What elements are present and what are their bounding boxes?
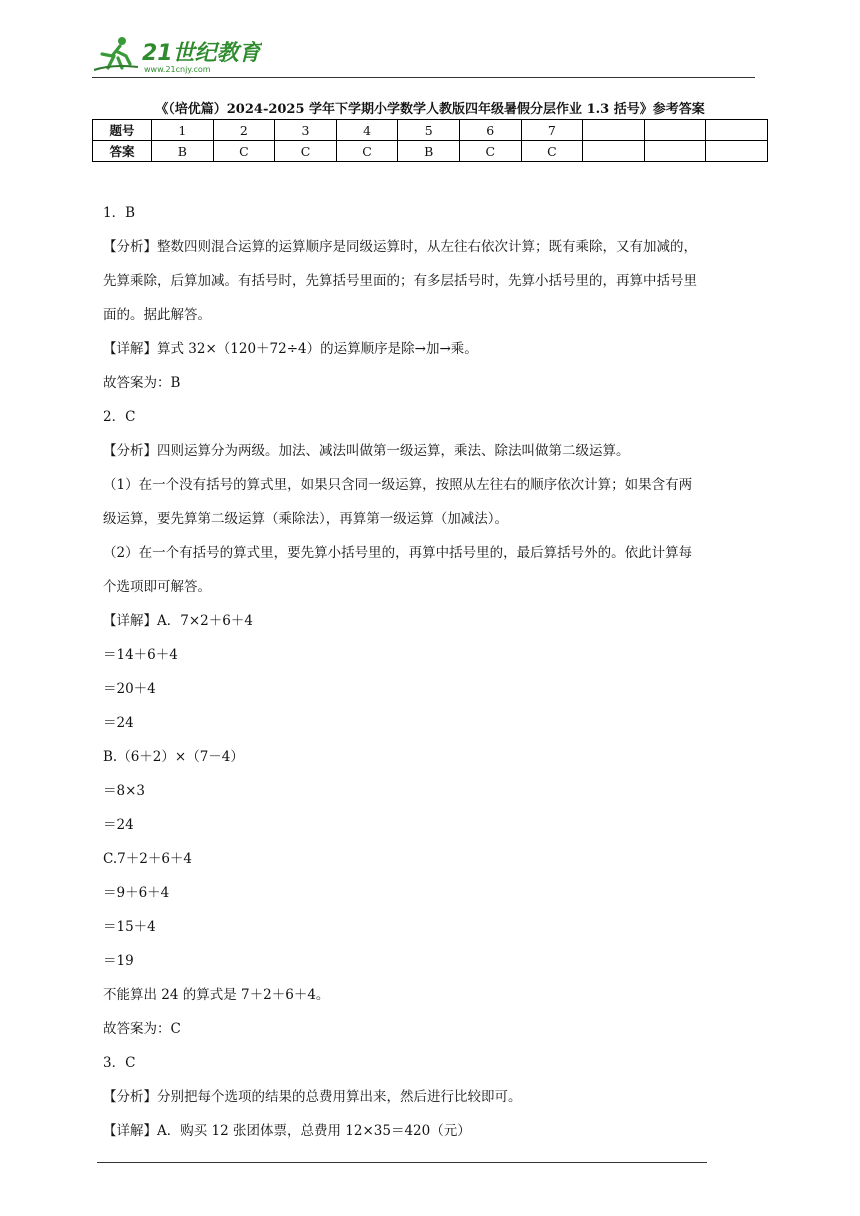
analysis-text: 级运算，要先算第二级运算（乘除法），再算第一级运算（加减法）。: [103, 511, 508, 527]
table-cell: [583, 141, 645, 162]
final-answer: 故答案为：C: [103, 1021, 181, 1037]
conclusion-text: 不能算出 24 的算式是 7＋2＋6＋4。: [103, 987, 330, 1003]
table-cell: 3: [275, 120, 337, 141]
table-cell: [644, 120, 706, 141]
table-cell: 5: [398, 120, 460, 141]
header-rule: [92, 77, 755, 78]
table-cell: [583, 120, 645, 141]
table-row-answers: [93, 141, 768, 162]
detail-text: 【详解】A．购买 12 张团体票，总费用 12×35＝420（元）: [103, 1123, 471, 1139]
table-cell: B: [152, 141, 214, 162]
calc-step: ＝24: [103, 715, 134, 731]
calc-step: ＝19: [103, 953, 134, 969]
detail-text: 【详解】算式 32×（120＋72÷4）的运算顺序是除→加→乘。: [103, 341, 478, 357]
question-heading: 3．C: [103, 1055, 136, 1071]
calc-step: ＝15＋4: [103, 919, 156, 935]
table-cell: C: [459, 141, 521, 162]
analysis-text: 【分析】整数四则混合运算的运算顺序是同级运算时，从左往右依次计算；既有乘除，又有加减的，: [103, 239, 697, 255]
calc-step: ＝9＋6＋4: [103, 885, 170, 901]
table-cell: 7: [521, 120, 583, 141]
table-row-numbers: [93, 120, 768, 141]
answer-table: [92, 119, 768, 162]
calc-step: ＝24: [103, 817, 134, 833]
detail-text: 【详解】A．7×2＋6＋4: [103, 613, 253, 629]
table-cell: C: [336, 141, 398, 162]
table-cell: 1: [152, 120, 214, 141]
answer-explanations: [103, 196, 763, 1148]
svg-text:www.21cnjy.com: www.21cnjy.com: [144, 65, 211, 74]
table-cell: C: [275, 141, 337, 162]
analysis-text: 【分析】分别把每个选项的结果的总费用算出来，然后进行比较即可。: [103, 1089, 522, 1105]
calc-step: C.7＋2＋6＋4: [103, 851, 192, 867]
analysis-text: （1）在一个没有括号的算式里，如果只含同一级运算，按照从左往右的顺序依次计算；如果含有两: [103, 477, 693, 493]
analysis-text: 个选项即可解答。: [103, 579, 211, 595]
calc-step: ＝8×3: [103, 783, 145, 799]
table-cell: [706, 141, 768, 162]
row-label-number: 题号: [93, 120, 152, 141]
table-cell: B: [398, 141, 460, 162]
calc-step: ＝14＋6＋4: [103, 647, 178, 663]
table-cell: [644, 141, 706, 162]
21cnjy-logo: [92, 34, 262, 74]
table-cell: C: [213, 141, 275, 162]
table-cell: [706, 120, 768, 141]
svg-text:21世纪教育: 21世纪教育: [142, 41, 261, 66]
question-heading: 1．B: [103, 205, 136, 221]
final-answer: 故答案为：B: [103, 375, 181, 391]
table-cell: 4: [336, 120, 398, 141]
calc-step: ＝20＋4: [103, 681, 156, 697]
analysis-text: （2）在一个有括号的算式里，要先算小括号里的，再算中括号里的，最后算括号外的。依此计算每: [103, 545, 693, 561]
footer-rule: [97, 1162, 707, 1163]
calc-step: B.（6＋2）×（7－4）: [103, 749, 244, 765]
table-cell: 2: [213, 120, 275, 141]
table-cell: 6: [459, 120, 521, 141]
page-header: [92, 30, 755, 78]
document-title: 《（培优篇）2024-2025 学年下学期小学数学人教版四年级暑假分层作业 1.3 括号》参考答案: [155, 102, 705, 117]
question-heading: 2．C: [103, 409, 136, 425]
table-cell: C: [521, 141, 583, 162]
analysis-text: 【分析】四则运算分为两级。加法、减法叫做第一级运算，乘法、除法叫做第二级运算。: [103, 443, 630, 459]
analysis-text: 面的。据此解答。: [103, 307, 211, 323]
analysis-text: 先算乘除，后算加减。有括号时，先算括号里面的；有多层括号时，先算小括号里的，再算中括号里: [103, 273, 697, 289]
row-label-answer: 答案: [93, 141, 152, 162]
